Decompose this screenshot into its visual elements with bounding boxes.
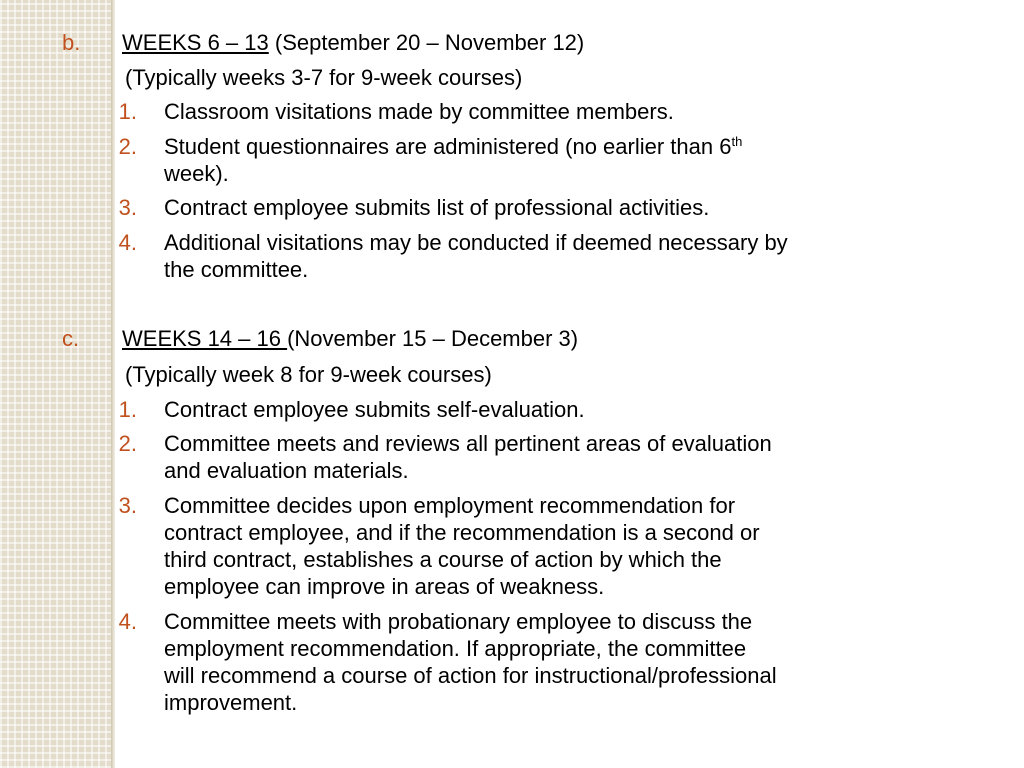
section-b-item-2-text: Student questionnaires are administered (no earlier than 6 <box>164 134 732 159</box>
ordinal-superscript: th <box>731 134 743 149</box>
section-b-item-4-line-1: Additional visitations may be conducted if deemed necessary by <box>164 230 788 255</box>
section-b-heading <box>122 30 584 56</box>
section-b-item-4-line-2: the committee. <box>164 257 309 282</box>
section-c-item-1-number: 1. <box>118 397 137 422</box>
section-c-item-4-number: 4. <box>118 609 137 634</box>
section-c-item-3-line-1: Committee decides upon employment recommendation for <box>164 493 736 518</box>
section-b-item-3-line-1: Contract employee submits list of professional activities. <box>164 195 710 220</box>
section-b-item-1-number: 1. <box>118 99 137 124</box>
section-c-heading <box>122 326 578 352</box>
section-c-item-3-line-3: third contract, establishes a course of action by which the <box>164 547 722 572</box>
section-c-item-3-line-4: employee can improve in areas of weakness. <box>164 574 605 599</box>
section-c-heading-weeks: WEEKS 14 – 16 <box>122 326 288 351</box>
section-b-item-2-line-2: week). <box>164 161 229 186</box>
section-b-item-3-number: 3. <box>118 195 137 220</box>
section-b-heading-dates: (September 20 – November 12) <box>268 30 585 55</box>
section-c-item-2-line-2: and evaluation materials. <box>164 458 409 483</box>
decorative-sidebar-pattern <box>0 0 113 768</box>
section-c-item-2-number: 2. <box>118 431 137 456</box>
section-c-subheading: (Typically week 8 for 9-week courses) <box>125 362 492 387</box>
section-c-item-4-line-1: Committee meets with probationary employee to discuss the <box>164 609 753 634</box>
section-b-item-2-line-1 <box>164 134 742 160</box>
section-c-item-3-number: 3. <box>118 493 137 518</box>
section-b-marker: b. <box>62 30 81 55</box>
section-b-item-1-line-1: Classroom visitations made by committee members. <box>164 99 674 124</box>
section-c-heading-dates: (November 15 – December 3) <box>287 326 579 351</box>
section-c-item-4-line-3: will recommend a course of action for instructional/professional <box>164 663 777 688</box>
section-b-heading-weeks: WEEKS 6 – 13 <box>122 30 269 55</box>
section-c-item-3-line-2: contract employee, and if the recommendation is a second or <box>164 520 760 545</box>
section-c-item-4-line-4: improvement. <box>164 690 298 715</box>
section-c-item-1-line-1: Contract employee submits self-evaluation. <box>164 397 585 422</box>
section-b-subheading: (Typically weeks 3-7 for 9-week courses) <box>125 65 523 90</box>
section-c-marker: c. <box>62 326 80 351</box>
section-c-item-4-line-2: employment recommendation. If appropriate, the committee <box>164 636 747 661</box>
section-c-item-2-line-1: Committee meets and reviews all pertinent areas of evaluation <box>164 431 772 456</box>
section-b-item-4-number: 4. <box>118 230 137 255</box>
section-b-item-2-number: 2. <box>118 134 137 159</box>
